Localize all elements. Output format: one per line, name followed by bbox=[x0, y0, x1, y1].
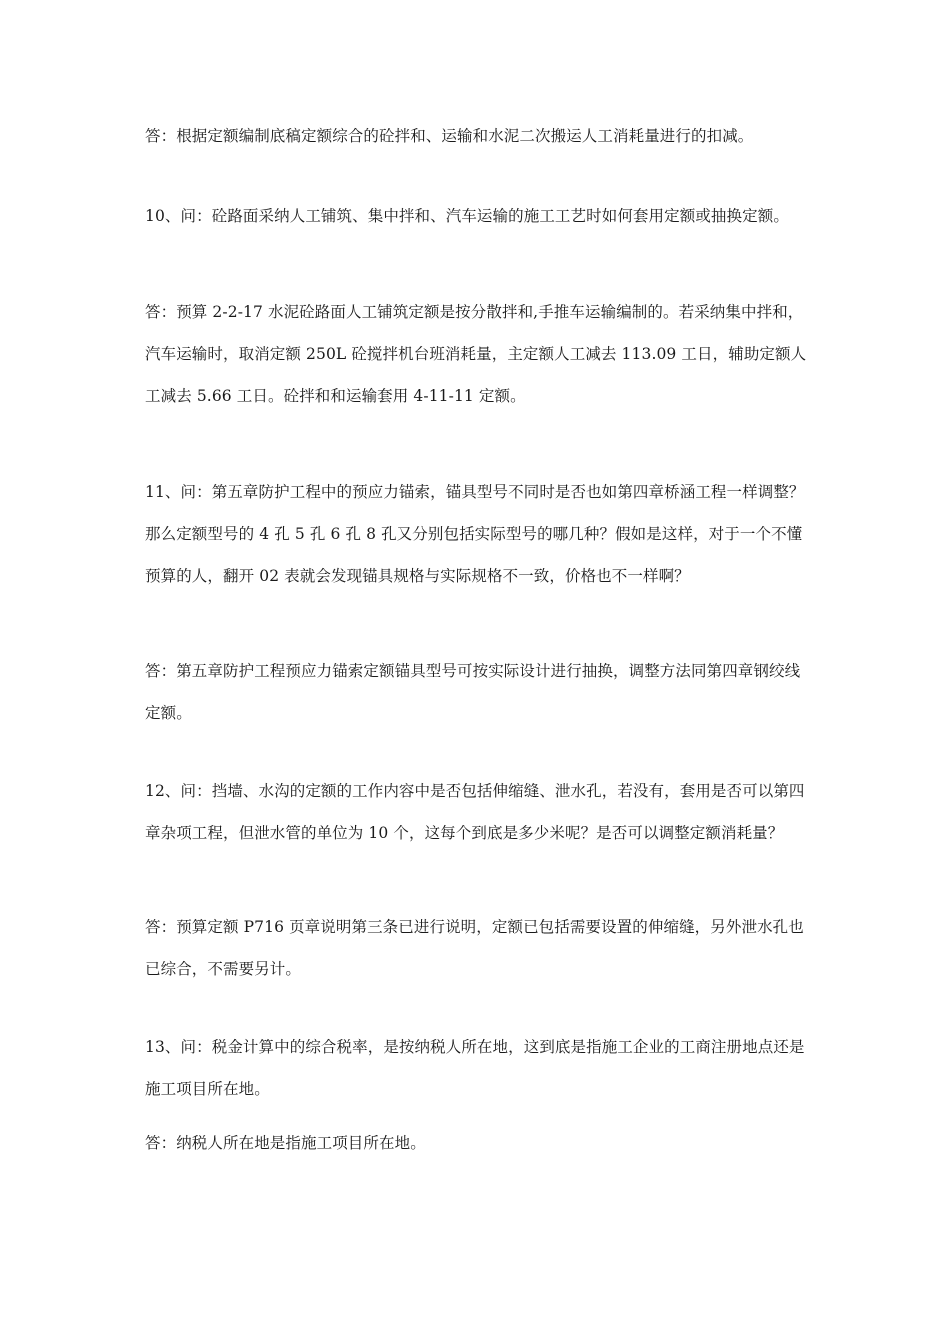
question-paragraph-13: 13、问：税金计算中的综合税率，是按纳税人所在地，这到底是指施工企业的工商注册地点还是施工项目所在地。 bbox=[145, 1038, 805, 1098]
answer-paragraph-9: 答：根据定额编制底稿定额综合的砼拌和、运输和水泥二次搬运人工消耗量进行的扣减。 bbox=[145, 127, 754, 145]
question-paragraph-10: 10、问：砼路面采纳人工铺筑、集中拌和、汽车运输的施工工艺时如何套用定额或抽换定额。 bbox=[145, 207, 789, 225]
answer-paragraph-12: 答：预算定额 P716 页章说明第三条已进行说明，定额已包括需要设置的伸缩缝，另外泄水孔也已综合，不需要另计。 bbox=[145, 918, 804, 978]
answer-paragraph-13: 答：纳税人所在地是指施工项目所在地。 bbox=[145, 1134, 426, 1152]
question-paragraph-11: 11、问：第五章防护工程中的预应力锚索，锚具型号不同时是否也如第四章桥涵工程一样调整？那么定额型号的 4 孔 5 孔 6 孔 8 孔又分别包括实际型号的哪几种？假如是这样，对于一个不懂预算的人，翻开 02 表就会发现锚具规格与实际规格不一致，价格也不一样啊？ bbox=[145, 483, 805, 585]
answer-paragraph-11: 答：第五章防护工程预应力锚索定额锚具型号可按实际设计进行抽换，调整方法同第四章钢绞线定额。 bbox=[145, 662, 801, 722]
question-paragraph-12: 12、问：挡墙、水沟的定额的工作内容中是否包括伸缩缝、泄水孔，若没有，套用是否可以第四章杂项工程，但泄水管的单位为 10 个，这每个到底是多少米呢？是否可以调整定额消耗量？ bbox=[145, 782, 805, 842]
answer-paragraph-10: 答：预算 2-2-17 水泥砼路面人工铺筑定额是按分散拌和,手推车运输编制的。若采纳集中拌和，汽车运输时，取消定额 250L 砼搅拌机台班消耗量，主定额人工减去 113.09 工日，辅助定额人工减去 5.66 工日。砼拌和和运输套用 4-11-11 定额。 bbox=[145, 303, 807, 405]
